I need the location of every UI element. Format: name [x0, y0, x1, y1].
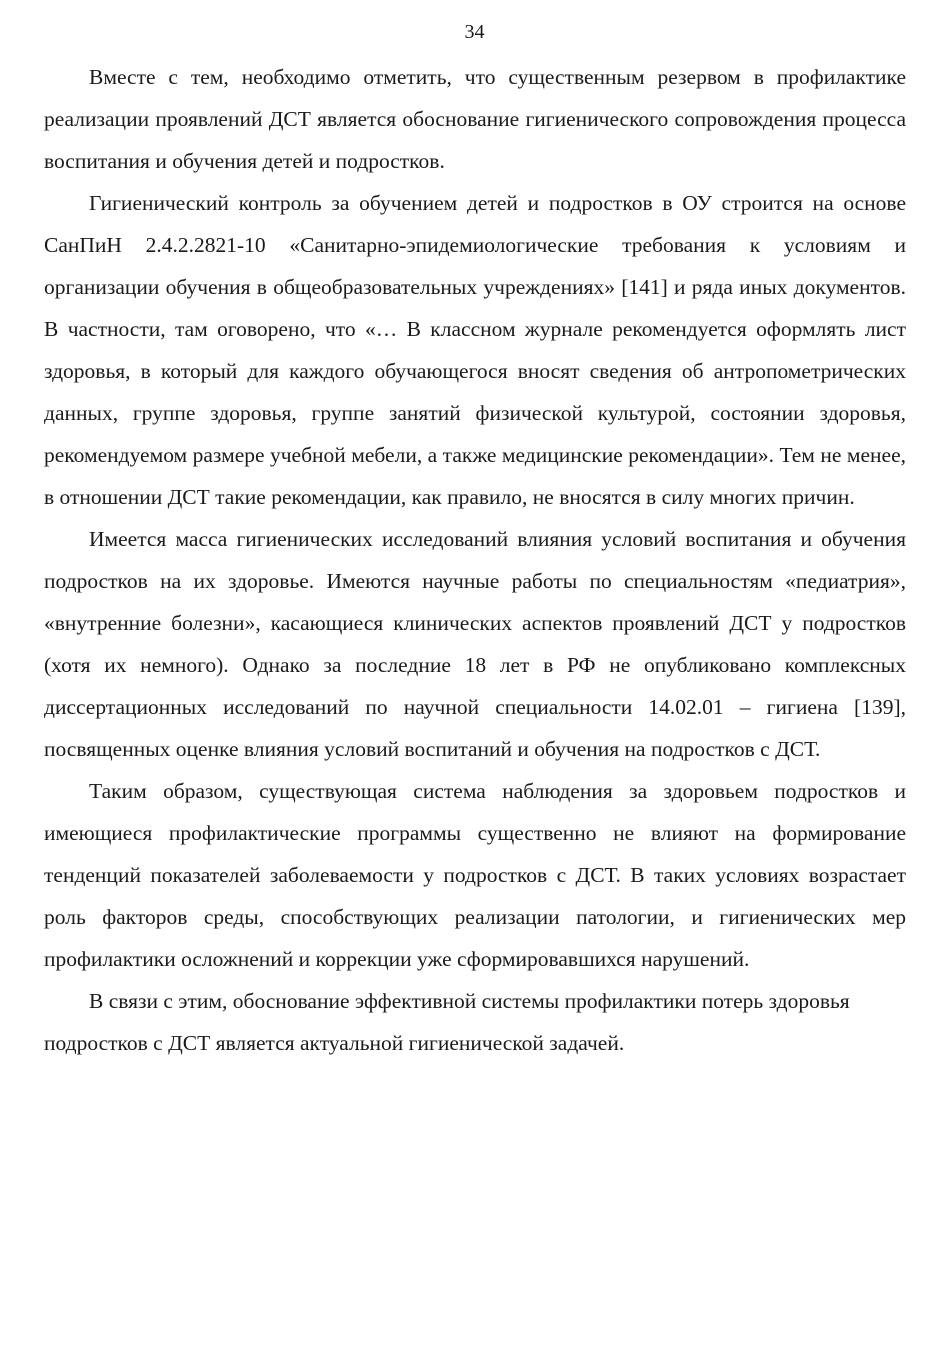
page-number: 34 [464, 21, 485, 43]
paragraph-2: Гигиенический контроль за обучением детей и подростков в ОУ строится на основе СанПиН 2.4.2.2821-10 «Санитарно-эпидемиологические требования к условиям и организации обучения в общеобразовательных учреждениях» [141] и ряда иных документов. В частности, там оговорено, что «… В классном журнале рекомендуется оформлять лист здоровья, в который для каждого обучающегося вносят сведения об антропометрических данных, группе здоровья, группе занятий физической культурой, состоянии здоровья, рекомендуемом размере учебной мебели, а также медицинские рекомендации». Тем не менее, в отношении ДСТ такие рекомендации, как правило, не вносятся в силу многих причин. [44, 191, 906, 509]
paragraph-1: Вместе с тем, необходимо отметить, что существенным резервом в профилактике реализации проявлений ДСТ является обоснование гигиенического сопровождения процесса воспитания и обучения детей и подростков. [44, 65, 906, 173]
text-body [44, 56, 906, 1064]
paragraph-4: Таким образом, существующая система наблюдения за здоровьем подростков и имеющиеся профилактические программы существенно не влияют на формирование тенденций показателей заболеваемости у подростков с ДСТ. В таких условиях возрастает роль факторов среды, способствующих реализации патологии, и гигиенических мер профилактики осложнений и коррекции уже сформировавшихся нарушений. [44, 779, 906, 971]
paragraph-3: Имеется масса гигиенических исследований влияния условий воспитания и обучения подростков на их здоровье. Имеются научные работы по специальностям «педиатрия», «внутренние болезни», касающиеся клинических аспектов проявлений ДСТ у подростков (хотя их немного). Однако за последние 18 лет в РФ не опубликовано комплексных диссертационных исследований по научной специальности 14.02.01 – гигиена [139], посвященных оценке влияния условий воспитаний и обучения на подростков с ДСТ. [44, 527, 906, 761]
paragraph-5: В связи с этим, обоснование эффективной системы профилактики потерь здоровья подростков с ДСТ является актуальной гигиенической задачей. [44, 989, 850, 1055]
